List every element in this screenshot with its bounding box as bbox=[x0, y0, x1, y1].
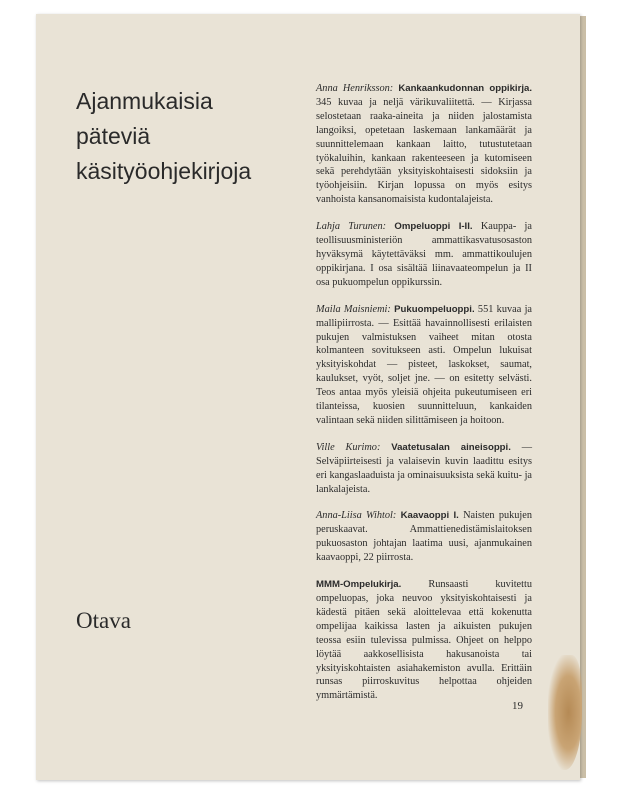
book-list bbox=[316, 82, 532, 716]
book-title: Ompeluoppi I-II. bbox=[394, 221, 473, 233]
book-author: Maila Maisniemi: bbox=[316, 303, 391, 315]
book-entry bbox=[316, 82, 532, 207]
book-description: Naisten pukujen peruskaavat. Ammattienedistämislaitoksen pukuosaston johtajan laatima uusi, ajanmukainen kaavaoppi, 22 piirrosta. bbox=[316, 510, 533, 564]
book-entry bbox=[316, 220, 532, 290]
book-entry bbox=[316, 509, 532, 565]
book-title: Kankaankudonnan oppikirja. bbox=[398, 83, 532, 94]
publisher-name: Otava bbox=[76, 608, 131, 633]
cover-heading bbox=[76, 84, 251, 189]
book-description: 551 kuvaa ja mallipiirrosta. — Esittää havainnollisesti erilaisten pukujen valmistuksen vaiheet mitan otosta kolmanteen sovitukseen asti. Ompelun lukuisat yksityiskohdat — pisteet, laskokset, saumat, kaulukset, vyöt, soljet jne. — on esitetty selvästi. Teos antaa myös yleisiä ohjeita pukeutumiseen eri tilanteissa, kuosien suunnitteluun, kankaiden valintaan sekä niiden silittämiseen ja hoitoon. bbox=[316, 303, 532, 426]
book-author: Ville Kurimo: bbox=[316, 441, 381, 453]
heading-line: käsityöohjekirjoja bbox=[76, 158, 252, 184]
book-description: 345 kuvaa ja neljä värikuvaliitettä. — Kirjassa selostetaan raaka-aineita ja niiden jalostamista langoiksi, opetetaan laskemaan lankamäärät ja suunnittelemaan kankaan laitto, tutustutetaan työkaluihin, kankaan rakenteeseen ja kutomiseen sekä perehdytään yksityiskohtaisesti sidoksiin ja työohjeisiin. Kirjan lopussa on myös esitys vanhoista kansanomaisista kudontalajeista. bbox=[316, 96, 532, 206]
heading-line: päteviä bbox=[76, 123, 151, 149]
book-author: Anna-Liisa Wihtol: bbox=[316, 510, 397, 522]
page-number: 19 bbox=[512, 700, 523, 712]
book-title: MMM-Ompelukirja. bbox=[316, 579, 402, 591]
book-entry bbox=[316, 441, 532, 497]
book-title: Pukuompeluoppi. bbox=[394, 303, 475, 315]
water-stain bbox=[548, 655, 582, 770]
heading-line: Ajanmukaisia bbox=[76, 88, 213, 114]
book-description: Runsaasti kuvitettu ompeluopas, joka neuvoo yksityiskohtaisesti ja kädestä pitäen sekä aloittelevaa että kokenutta ompelijaa kaikissa lasten ja aikuisten pukujen teossa esiin tulevissa pulmissa. Ohjeet on helppo löytää aakkosellisista hakusanoista tai yksityiskohtaisten asiahakemiston avulla. Erittäin runsas piirroskuvitus helpottaa ohjeiden ymmärtämistä. bbox=[316, 579, 532, 702]
book-author: Anna Henriksson: bbox=[316, 83, 394, 94]
book-description: — Selväpiirteisesti ja valaisevin kuvin laadittu esitys eri kangaslaaduista ja ominaisuuksista sekä kuitu- ja lankalajeista. bbox=[316, 441, 532, 495]
book-entry bbox=[316, 303, 532, 428]
book-author: Lahja Turunen: bbox=[316, 221, 387, 233]
book-title: Kaavaoppi I. bbox=[400, 510, 459, 522]
book-entry bbox=[316, 578, 532, 703]
book-description: Kauppa- ja teollisuusministeriön ammattikasvatusosaston hyväksymä käytettäväksi mm. ammattikoulujen oppikirjana. I osa sisältää liinavaateompelun ja II osa pukuompelun oppikurssin. bbox=[316, 221, 532, 288]
book-title: Vaatetusalan aineisoppi. bbox=[391, 441, 511, 453]
